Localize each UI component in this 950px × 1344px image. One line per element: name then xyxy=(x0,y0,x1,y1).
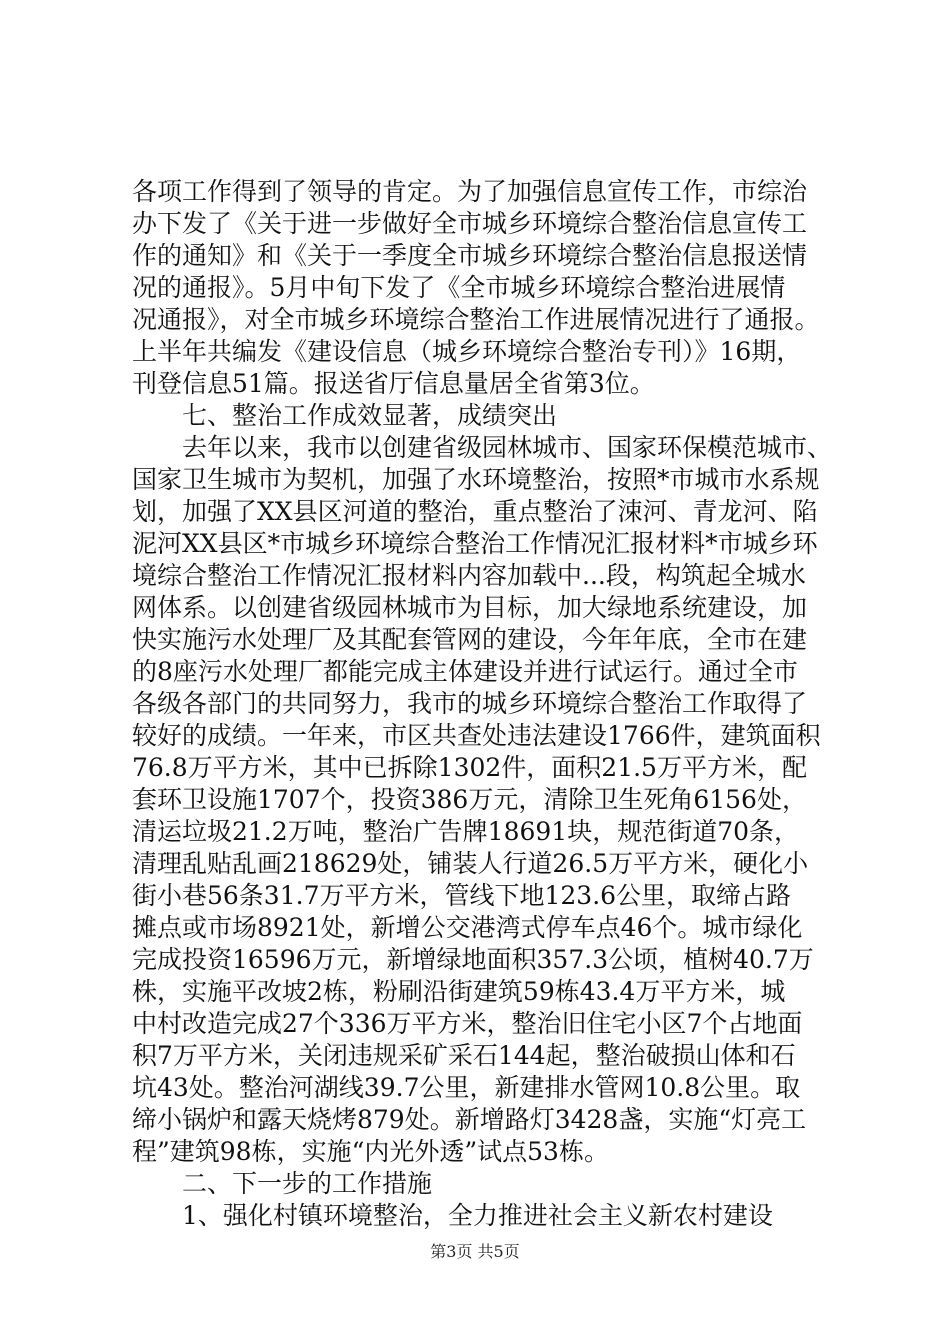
body-line: 76.8万平方米，其中已拆除1302件，面积21.5万平方米，配 xyxy=(132,753,807,782)
body-line: 上半年共编发《建设信息（城乡环境综合整治专刊）》16期， xyxy=(132,337,802,366)
body-line: 完成投资16596万元，新增绿地面积357.3公顷，植树40.7万 xyxy=(132,945,814,974)
body-line: 泥河XX县区*市城乡环境综合整治工作情况汇报材料*市城乡环 xyxy=(132,529,818,558)
body-line: 积7万平方米，关闭违规采矿采石144起，整治破损山体和石 xyxy=(132,1041,796,1070)
body-line: 街小巷56条31.7万平方米，管线下地123.6公里，取缔占路 xyxy=(132,881,792,910)
body-line: 刊登信息51篇。报送省厅信息量居全省第3位。 xyxy=(132,369,655,398)
body-line: 坑43处。整治河湖线39.7公里，新建排水管网10.8公里。取 xyxy=(132,1073,801,1102)
section-heading: 二、下一步的工作措施 xyxy=(182,1169,433,1198)
body-line: 各项工作得到了领导的肯定。为了加强信息宣传工作，市综治 xyxy=(132,177,808,206)
body-line: 况的通报》。5月中旬下发了《全市城乡环境综合整治进展情 xyxy=(132,273,786,302)
body-line: 程”建筑98栋，实施“内光外透”试点53栋。 xyxy=(132,1137,609,1166)
body-line: 国家卫生城市为契机，加强了水环境整治，按照*市城市水系规 xyxy=(132,465,820,494)
body-line: 办下发了《关于进一步做好全市城乡环境综合整治信息宣传工 xyxy=(132,209,808,238)
body-line: 网体系。以创建省级园林城市为目标，加大绿地系统建设，加 xyxy=(132,593,808,622)
body-line: 株，实施平改坡2栋，粉刷沿街建筑59栋43.4万平方米，城 xyxy=(132,977,786,1006)
body-line: 的8座污水处理厂都能完成主体建设并进行试运行。通过全市 xyxy=(132,657,798,686)
section-heading: 七、整治工作成效显著，成绩突出 xyxy=(182,401,558,430)
paragraph-start-line: 去年以来，我市以创建省级园林城市、国家环保模范城市、 xyxy=(182,433,833,462)
document-body xyxy=(132,176,832,1232)
body-line: 套环卫设施1707个，投资386万元，清除卫生死角6156处， xyxy=(132,785,807,814)
page-footer: 第3页 共5页 xyxy=(430,1242,520,1261)
body-line: 作的通知》和《关于一季度全市城乡环境综合整治信息报送情 xyxy=(132,241,808,270)
body-line: 摊点或市场8921处，新增公交港湾式停车点46个。城市绿化 xyxy=(132,913,803,942)
body-line: 清运垃圾21.2万吨，整治广告牌18691块，规范街道70条， xyxy=(132,817,800,846)
body-line: 快实施污水处理厂及其配套管网的建设，今年年底，全市在建 xyxy=(132,625,808,654)
body-line: 较好的成绩。一年来，市区共查处违法建设1766件，建筑面积 xyxy=(132,721,821,750)
body-line: 划，加强了XX县区河道的整治，重点整治了涑河、青龙河、陷 xyxy=(132,497,818,526)
body-line: 境综合整治工作情况汇报材料内容加载中...段，构筑起全城水 xyxy=(132,561,806,590)
body-line: 况通报》，对全市城乡环境综合整治工作进展情况进行了通报。 xyxy=(132,305,820,334)
body-line: 清理乱贴乱画218629处，铺装人行道26.5万平方米，硬化小 xyxy=(132,849,809,878)
body-line: 缔小锅炉和露天烧烤879处。新增路灯3428盏，实施“灯亮工 xyxy=(132,1105,807,1134)
body-line: 中村改造完成27个336万平方米，整治旧住宅小区7个占地面 xyxy=(132,1009,803,1038)
subsection-heading: 1、强化村镇环境整治，全力推进社会主义新农村建设 xyxy=(182,1201,773,1230)
body-line: 各级各部门的共同努力，我市的城乡环境综合整治工作取得了 xyxy=(132,689,808,718)
